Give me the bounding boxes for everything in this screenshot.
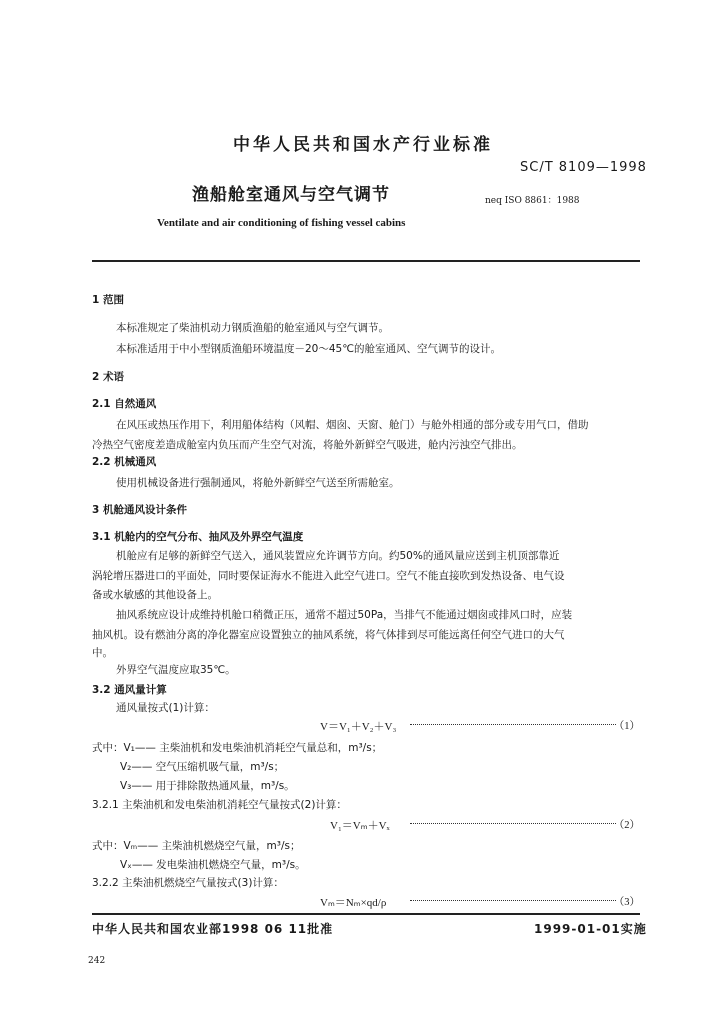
section-1-heading: 1 范围: [92, 294, 124, 306]
leader-dots: [410, 823, 616, 824]
section-3-1-p2-line-2: 抽风机。设有燃油分离的净化器室应设置独立的抽风系统，将气体排到尽可能远离任何空气进口的大气: [92, 629, 565, 641]
section-3-1-p1-line-2: 涡轮增压器进口的平面处，同时要保证海水不能进入此空气进口。空气不能直接吹到发热设备、电气设: [92, 570, 565, 582]
equation-3-formula: Vₘ＝Nₘ×qd/ρ: [320, 897, 387, 909]
where-2-vx: Vₓ—— 发电柴油机燃烧空气量，m³/s。: [120, 859, 306, 871]
where-2-vm: 式中：Vₘ—— 主柴油机燃烧空气量，m³/s；: [92, 840, 301, 852]
section-3-2-heading: 3.2 通风量计算: [92, 684, 167, 696]
equation-3-number: （3）: [613, 897, 640, 908]
document-title: 渔船舱室通风与空气调节: [192, 185, 390, 205]
equation-3: [320, 894, 640, 910]
section-3-1-p1-line-3: 备或水敏感的其他设备上。: [92, 589, 218, 601]
section-2-1-line-1: 在风压或热压作用下，利用船体结构（风帽、烟囱、天窗、舱门）与舱外相通的部分或专用气口，借助: [116, 419, 589, 431]
section-1-paragraph-2: 本标准适用于中小型钢质渔船环境温度－20～45℃的舱室通风、空气调节的设计。: [116, 343, 502, 355]
leader-dots: [410, 724, 616, 725]
section-1-paragraph-1: 本标准规定了柴油机动力钢质渔船的舱室通风与空气调节。: [116, 322, 389, 334]
section-3-heading: 3 机舱通风设计条件: [92, 504, 187, 516]
header-rule: [92, 260, 640, 262]
org-title: 中华人民共和国水产行业标准: [233, 135, 493, 155]
equation-1-number: （1）: [613, 721, 640, 732]
section-3-1-p2-line-1: 抽风系统应设计成维持机舱口稍微正压，通常不超过50Pa，当排气不能通过烟囱或排风口时，应装: [116, 609, 573, 621]
implementation-date: 1999-01-01实施: [534, 922, 647, 936]
page-number: 242: [88, 956, 106, 966]
section-2-1-line-2: 冷热空气密度差造成舱室内负压而产生空气对流，将舱外新鲜空气吸进，舱内污浊空气排出。: [92, 439, 523, 451]
section-3-1-heading: 3.1 机舱内的空气分布、抽风及外界空气温度: [92, 531, 304, 543]
where-1-v2: V₂—— 空气压缩机吸气量，m³/s；: [120, 761, 285, 773]
equation-1: [320, 718, 640, 734]
where-1-v3: V₃—— 用于排除散热通风量，m³/s。: [120, 780, 295, 792]
neq-reference: neq ISO 8861：1988: [485, 196, 580, 206]
section-2-2-heading: 2.2 机械通风: [92, 456, 157, 468]
section-3-2-paragraph: 通风量按式(1)计算：: [116, 702, 215, 714]
section-2-2-paragraph: 使用机械设备进行强制通风，将舱外新鲜空气送至所需舱室。: [116, 477, 400, 489]
equation-2: [320, 817, 640, 833]
standard-number: SC/T 8109—1998: [520, 160, 647, 175]
leader-dots: [410, 900, 616, 901]
section-2-1-heading: 2.1 自然通风: [92, 398, 157, 410]
equation-2-number: （2）: [613, 820, 640, 831]
section-3-1-p2-line-3: 中。: [92, 647, 113, 659]
equation-2-formula: V₁＝Vₘ＋Vₓ: [330, 820, 390, 832]
section-3-2-2-heading: 3.2.2 主柴油机燃烧空气量按式(3)计算：: [92, 877, 284, 889]
approval-date: 中华人民共和国农业部1998 06 11批准: [92, 922, 334, 936]
english-title: Ventilate and air conditioning of fishing vessel cabins: [157, 217, 406, 229]
where-1-v1: 式中：V₁—— 主柴油机和发电柴油机消耗空气量总和，m³/s；: [92, 742, 383, 754]
section-3-1-p3: 外界空气温度应取35℃。: [116, 664, 236, 676]
section-2-heading: 2 术语: [92, 371, 124, 383]
section-3-2-1-heading: 3.2.1 主柴油机和发电柴油机消耗空气量按式(2)计算：: [92, 799, 347, 811]
section-3-1-p1-line-1: 机舱应有足够的新鲜空气送入，通风装置应允许调节方向。约50%的通风量应送到主机顶部靠近: [116, 550, 560, 562]
footer-rule: [92, 913, 640, 915]
equation-1-formula: V＝V₁＋V₂＋V₃: [320, 721, 397, 733]
